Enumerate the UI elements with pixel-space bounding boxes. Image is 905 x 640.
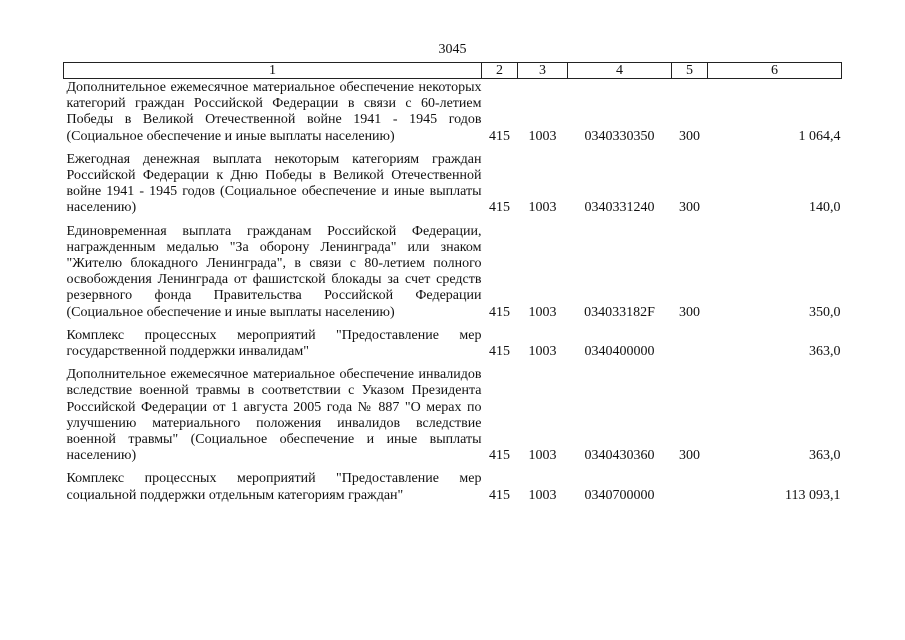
row-name: Дополнительное ежемесячное материальное обеспечение некоторых категорий граждан Российской Федерации в связи с 60-летием Победы в Великой Отечественной войне 1941 - 1945 годов (Социальное обеспечение и иные выплаты населению) — [66, 80, 482, 144]
row-section-code: 1003 — [528, 128, 557, 144]
row-section-code: 1003 — [528, 200, 557, 216]
row-section-code: 1003 — [528, 344, 557, 360]
column-header-2: 2 — [482, 63, 518, 79]
row-ministry-code: 415 — [489, 304, 510, 320]
table-row — [64, 360, 842, 464]
row-name: Комплекс процессных мероприятий "Предоставление мер социальной поддержки отдельным категориям граждан" — [66, 471, 482, 503]
column-header-3: 3 — [518, 63, 568, 79]
row-expense-type: 300 — [679, 200, 700, 216]
column-header-1: 1 — [64, 63, 482, 79]
row-target-code: 034033182F — [584, 304, 655, 320]
row-amount: 363,0 — [809, 448, 841, 464]
row-target-code: 0340400000 — [584, 344, 655, 360]
row-section-code: 1003 — [528, 448, 557, 464]
column-header-5: 5 — [672, 63, 708, 79]
row-target-code: 0340331240 — [584, 200, 655, 216]
row-name: Комплекс процессных мероприятий "Предоставление мер государственной поддержки инвалидам" — [66, 327, 482, 360]
row-expense-type: 300 — [679, 128, 700, 144]
row-ministry-code: 415 — [489, 128, 510, 144]
table-row — [64, 217, 842, 321]
table-row — [64, 321, 842, 360]
row-name: Дополнительное ежемесячное материальное обеспечение инвалидов вследствие военной травмы в соответствии с Указом Президента Российской Федерации от 1 августа 2005 года № 887 "О мерах по улучшению материального положения инвалидов вследствие военной травмы" (Социальное обеспечение и иные выплаты населению) — [66, 367, 482, 464]
row-expense-type: 300 — [679, 304, 700, 320]
row-target-code: 0340430360 — [584, 448, 655, 464]
column-header-row — [64, 63, 842, 79]
table-row — [64, 79, 842, 145]
row-expense-type: 300 — [679, 448, 700, 464]
row-target-code: 0340330350 — [584, 128, 655, 144]
row-ministry-code: 415 — [489, 487, 510, 503]
row-section-code: 1003 — [528, 304, 557, 320]
table-row — [64, 145, 842, 217]
table-row — [64, 464, 842, 503]
row-target-code: 0340700000 — [584, 487, 655, 503]
row-ministry-code: 415 — [489, 344, 510, 360]
row-name: Единовременная выплата гражданам Российской Федерации, награжденным медалью "За оборону Ленинграда" или знаком "Жителю блокадного Ленинграда", в связи с 80-летием полного освобождения Ленинграда от фашистской блокады за счет средств резервного фонда Правительства Российской Федерации (Социальное обеспечение и иные выплаты населению) — [66, 223, 482, 320]
budget-table — [63, 62, 842, 504]
row-ministry-code: 415 — [489, 200, 510, 216]
row-name: Ежегодная денежная выплата некоторым категориям граждан Российской Федерации к Дню Победы в Великой Отечественной войне 1941 - 1945 годов (Социальное обеспечение и иные выплаты населению) — [66, 151, 482, 216]
row-amount: 140,0 — [809, 200, 841, 216]
page-number: 3045 — [438, 42, 467, 57]
row-expense-type — [672, 321, 708, 360]
row-amount: 113 093,1 — [785, 487, 841, 503]
row-amount: 1 064,4 — [798, 128, 841, 144]
column-header-6: 6 — [708, 63, 842, 79]
row-section-code: 1003 — [528, 487, 557, 503]
row-expense-type — [672, 464, 708, 503]
row-amount: 363,0 — [809, 344, 841, 360]
row-ministry-code: 415 — [489, 448, 510, 464]
column-header-4: 4 — [568, 63, 672, 79]
row-amount: 350,0 — [809, 304, 841, 320]
